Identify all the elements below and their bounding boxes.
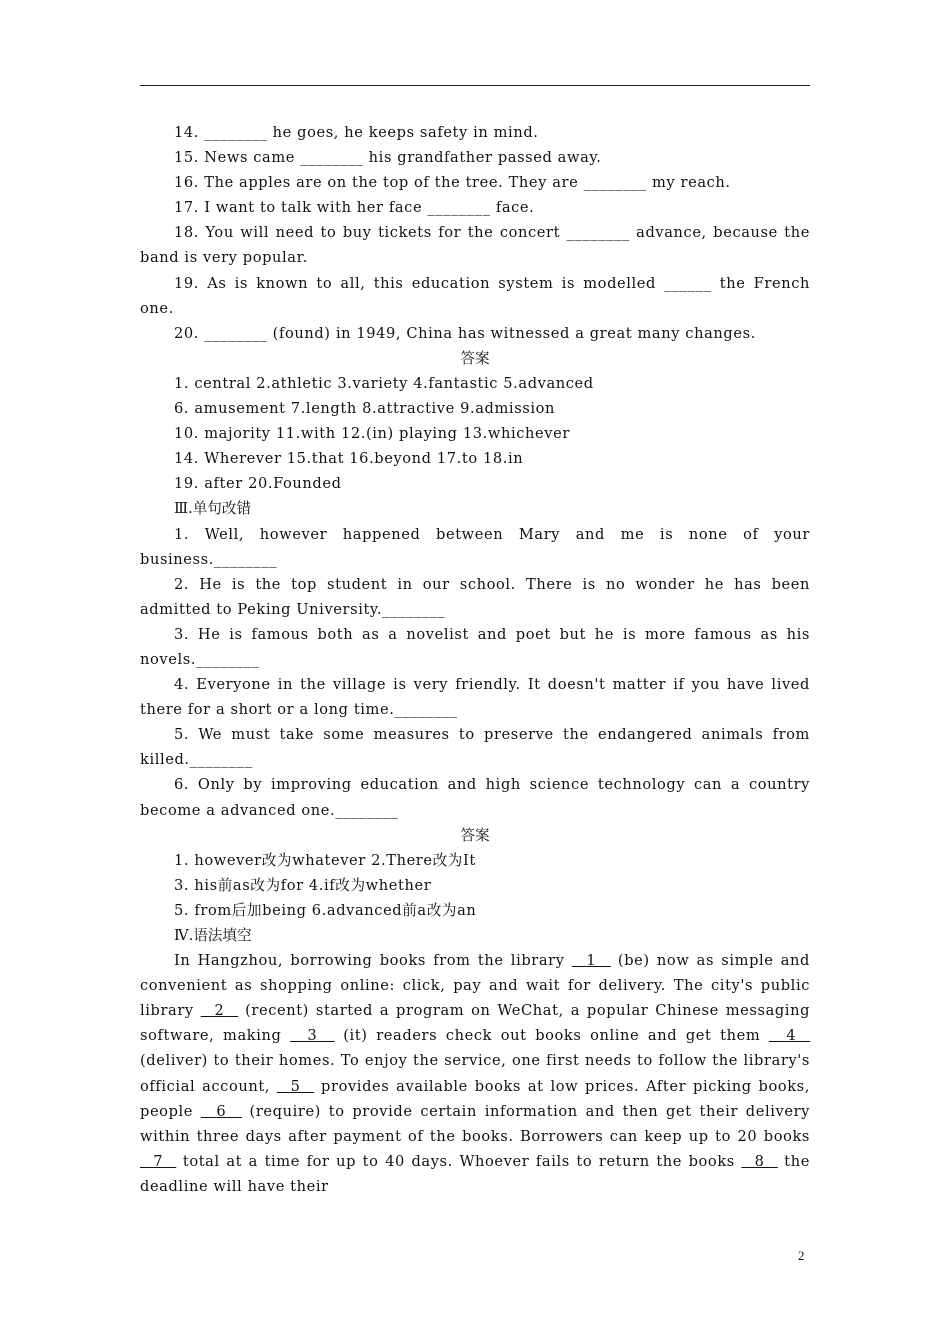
answer-line: 1. however改为whatever 2.There改为It xyxy=(174,851,476,869)
passage-text: (recent) started a program on WeChat, a popular Chinese messaging software, making xyxy=(140,1002,811,1045)
blank-number[interactable]: 5 xyxy=(290,1077,301,1095)
passage-text: (be) now as simple and convenient as shopping online: click, pay and wait for delivery. The city's public library xyxy=(140,952,811,1020)
blank-number[interactable]: 4 xyxy=(786,1027,797,1045)
correction-item: 5. We must take some measures to preserve the endangered animals from killed.________ xyxy=(140,726,810,769)
blank-number[interactable]: 3 xyxy=(307,1027,318,1045)
question-15: 15. News came ________ his grandfather passed away. xyxy=(174,149,602,167)
passage-text: (deliver) to their homes. To enjoy the service, one first needs to follow the library's official account, xyxy=(140,1052,810,1095)
answer-line: 3. his前as改为for 4.if改为whether xyxy=(174,876,432,894)
correction-item: 3. He is famous both as a novelist and poet but he is more famous as his novels.________ xyxy=(140,625,810,668)
answer-line: 14. Wherever 15.that 16.beyond 17.to 18.in xyxy=(174,450,524,468)
answers-heading: 答案 xyxy=(460,826,490,844)
header-rule xyxy=(140,85,810,86)
question-19: 19. As is known to all, this education system is modelled ______ the French one. xyxy=(140,274,810,317)
passage-text: (require) to provide certain information and then get their delivery within three days after payment of the books. Borrowers can keep up to 20 books xyxy=(140,1102,811,1145)
question-18: 18. You will need to buy tickets for the concert ________ advance, because the band is very popular. xyxy=(140,224,810,267)
correction-item: 1. Well, however happened between Mary and me is none of your business.________ xyxy=(140,525,810,568)
answers-heading: 答案 xyxy=(460,349,490,367)
section-heading: Ⅳ.语法填空 xyxy=(174,927,252,944)
blank-number[interactable]: 6 xyxy=(216,1102,227,1120)
passage-text: the deadline will have their xyxy=(140,1152,811,1195)
passage-text: total at a time for up to 40 days. Whoever fails to return the books xyxy=(176,1152,742,1170)
passage-text: provides available books at low prices. After picking books, people xyxy=(140,1077,811,1120)
cloze-passage xyxy=(140,948,810,1199)
correction-item: 2. He is the top student in our school. There is no wonder he has been admitted to Peking University.________ xyxy=(140,575,810,618)
blank-number[interactable]: 2 xyxy=(214,1002,225,1020)
question-20: 20. ________ (found) in 1949, China has witnessed a great many changes. xyxy=(174,324,756,342)
question-14: 14. ________ he goes, he keeps safety in mind. xyxy=(174,124,539,141)
passage-text: (it) readers check out books online and get them xyxy=(334,1027,769,1045)
answer-line: 1. central 2.athletic 3.variety 4.fantastic 5.advanced xyxy=(174,374,594,392)
section-heading: Ⅲ.单句改错 xyxy=(174,500,252,518)
question-16: 16. The apples are on the top of the tree. They are ________ my reach. xyxy=(174,174,731,192)
page-content xyxy=(140,120,810,1199)
passage-text: In Hangzhou, borrowing books from the library xyxy=(174,952,572,970)
page-number: 2 xyxy=(798,1248,805,1263)
correction-item: 4. Everyone in the village is very friendly. It doesn't matter if you have lived there for a short or a long time.________ xyxy=(140,676,810,719)
blank-number[interactable]: 8 xyxy=(754,1152,765,1170)
blank-number[interactable]: 7 xyxy=(153,1152,164,1170)
correction-item: 6. Only by improving education and high science technology can a country become a advanced one.________ xyxy=(140,776,810,819)
answer-line: 6. amusement 7.length 8.attractive 9.admission xyxy=(174,400,556,418)
answer-line: 10. majority 11.with 12.(in) playing 13.whichever xyxy=(174,425,570,443)
blank-number[interactable]: 1 xyxy=(586,952,597,970)
answer-line: 19. after 20.Founded xyxy=(174,475,342,493)
answer-line: 5. from后加being 6.advanced前a改为an xyxy=(174,901,477,919)
question-17: 17. I want to talk with her face ________ face. xyxy=(174,199,535,217)
